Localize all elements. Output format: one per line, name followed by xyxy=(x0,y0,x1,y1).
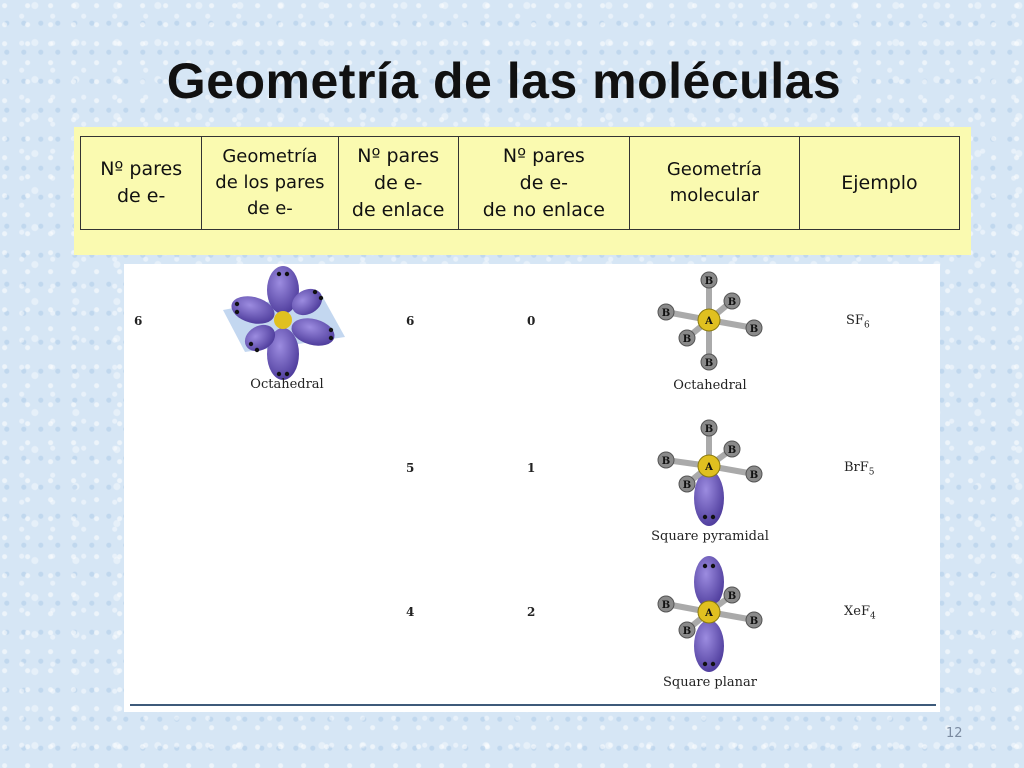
row1-molecular-geometry-caption: Octahedral xyxy=(673,378,747,393)
row1-total: 6 xyxy=(134,314,143,328)
header-bonding-pairs: Nº pares de e- de enlace xyxy=(339,137,459,229)
svg-text:B: B xyxy=(682,480,692,491)
page-number: 12 xyxy=(946,726,963,741)
svg-text:B: B xyxy=(704,358,714,369)
row2-nonbonding: 1 xyxy=(527,461,536,475)
header-pair-geometry: Geometría de los pares de e- xyxy=(202,137,338,229)
row3-bonding: 4 xyxy=(406,605,415,619)
svg-text:B: B xyxy=(727,591,737,602)
central-atom-label: A xyxy=(705,316,713,327)
octahedral-molecule-diagram xyxy=(650,268,770,380)
row1-formula: $SF_6$ xyxy=(846,313,870,331)
svg-text:B: B xyxy=(749,616,759,627)
row2-bonding: 5 xyxy=(406,461,415,475)
header-nonbonding-pairs: Nº pares de e- de no enlace xyxy=(459,137,630,229)
header-total-pairs: Nº pares de e- xyxy=(81,137,202,229)
square-planar-molecule-diagram xyxy=(650,560,770,672)
svg-text:B: B xyxy=(682,334,692,345)
header-table xyxy=(80,136,960,230)
table-bottom-rule xyxy=(130,704,936,706)
svg-text:B: B xyxy=(704,276,714,287)
svg-text:B: B xyxy=(727,297,737,308)
svg-text:B: B xyxy=(661,308,671,319)
octahedral-pairs-diagram xyxy=(215,262,355,387)
row2-formula: BrF$_5$ xyxy=(844,460,875,478)
svg-text:B: B xyxy=(749,470,759,481)
svg-text:B: B xyxy=(661,600,671,611)
row3-nonbonding: 2 xyxy=(527,605,536,619)
square-pyramidal-molecule-diagram xyxy=(650,416,770,528)
svg-text:A: A xyxy=(705,462,713,473)
header-example: Ejemplo xyxy=(841,171,918,194)
row1-nonbonding: 0 xyxy=(527,314,536,328)
row2-molecular-geometry-caption: Square pyramidal xyxy=(651,529,769,544)
row3-molecular-geometry-caption: Square planar xyxy=(663,675,757,690)
header-molecular-geometry: Geometría molecular xyxy=(630,137,800,229)
svg-text:A: A xyxy=(705,608,713,619)
svg-text:B: B xyxy=(727,445,737,456)
svg-text:B: B xyxy=(661,456,671,467)
svg-text:B: B xyxy=(704,424,714,435)
row1-bonding: 6 xyxy=(406,314,415,328)
slide-title: Geometría de las moléculas xyxy=(166,53,842,109)
row3-formula: XeF$_4$ xyxy=(844,604,876,622)
svg-text:B: B xyxy=(682,626,692,637)
row1-pair-geometry-caption: Octahedral xyxy=(250,377,324,392)
svg-text:B: B xyxy=(749,324,759,335)
